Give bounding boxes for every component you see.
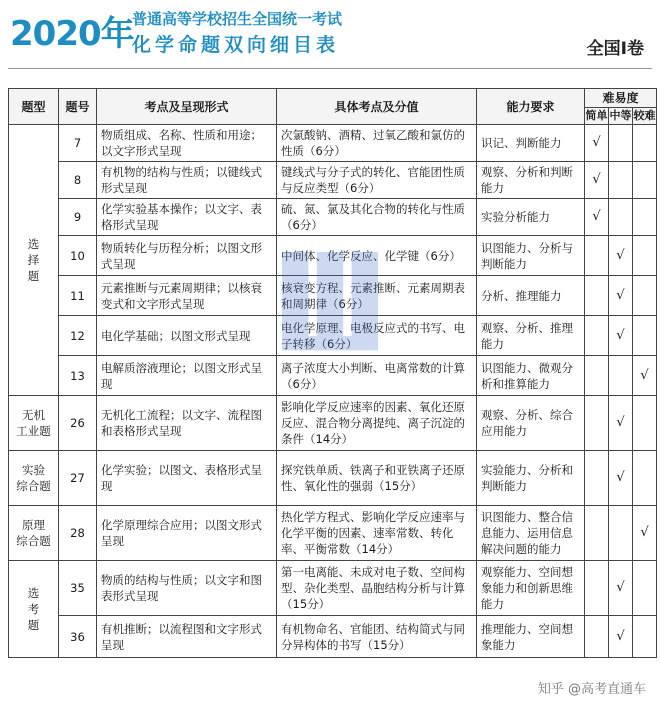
page-header bbox=[0, 0, 660, 70]
detail-cell: 电化学原理、电极反应式的书写、电子转移（6分） bbox=[277, 316, 477, 356]
question-number-cell: 9 bbox=[59, 199, 97, 236]
difficulty-easy-cell bbox=[585, 451, 609, 506]
form-cell: 物质的结构与性质；以文字和图表形式呈现 bbox=[97, 561, 277, 616]
paper-label: 全国Ⅰ卷 bbox=[586, 39, 644, 59]
detail-cell: 探究铁单质、铁离子和亚铁离子还原性、氧化性的强弱（15分） bbox=[277, 451, 477, 506]
question-type-cell: 选 择 题 bbox=[9, 125, 59, 396]
ability-cell: 推理能力、空间想象能力 bbox=[477, 616, 585, 658]
header-divider bbox=[8, 68, 652, 69]
col-medium-header: 中等 bbox=[609, 108, 633, 125]
difficulty-medium-cell: √ bbox=[609, 236, 633, 276]
difficulty-hard-cell bbox=[633, 396, 657, 451]
question-number-cell: 8 bbox=[59, 162, 97, 199]
col-num-header: 题号 bbox=[59, 89, 97, 125]
question-number-cell: 36 bbox=[59, 616, 97, 658]
form-cell: 电解质溶液理论；以图文形式呈现 bbox=[97, 356, 277, 396]
detail-cell: 核衰变方程、元素推断、元素周期表和周期律（6分） bbox=[277, 276, 477, 316]
difficulty-easy-cell: √ bbox=[585, 162, 609, 199]
difficulty-medium-cell bbox=[609, 199, 633, 236]
difficulty-hard-cell bbox=[633, 236, 657, 276]
question-number-cell: 11 bbox=[59, 276, 97, 316]
difficulty-easy-cell bbox=[585, 561, 609, 616]
form-cell: 物质转化与历程分析；以图文形式呈现 bbox=[97, 236, 277, 276]
difficulty-hard-cell bbox=[633, 316, 657, 356]
question-type-cell: 原理 综合题 bbox=[9, 506, 59, 561]
table-row bbox=[9, 396, 657, 451]
difficulty-medium-cell: √ bbox=[609, 451, 633, 506]
table-body bbox=[9, 125, 657, 658]
difficulty-medium-cell bbox=[609, 356, 633, 396]
difficulty-easy-cell bbox=[585, 396, 609, 451]
table-row bbox=[9, 125, 657, 162]
table-row bbox=[9, 316, 657, 356]
question-number-cell: 7 bbox=[59, 125, 97, 162]
difficulty-medium-cell bbox=[609, 506, 633, 561]
ability-cell: 实验能力、分析和判断能力 bbox=[477, 451, 585, 506]
difficulty-hard-cell bbox=[633, 125, 657, 162]
difficulty-medium-cell: √ bbox=[609, 316, 633, 356]
difficulty-easy-cell bbox=[585, 616, 609, 658]
difficulty-easy-cell bbox=[585, 276, 609, 316]
difficulty-hard-cell bbox=[633, 561, 657, 616]
difficulty-easy-cell bbox=[585, 356, 609, 396]
difficulty-medium-cell: √ bbox=[609, 616, 633, 658]
form-cell: 有机物的结构与性质；以键线式形式呈现 bbox=[97, 162, 277, 199]
difficulty-medium-cell: √ bbox=[609, 396, 633, 451]
col-detail-header: 具体考点及分值 bbox=[277, 89, 477, 125]
difficulty-hard-cell: √ bbox=[633, 506, 657, 561]
difficulty-medium-cell bbox=[609, 162, 633, 199]
question-type-cell: 无机 工业题 bbox=[9, 396, 59, 451]
question-type-cell: 选 考 题 bbox=[9, 561, 59, 658]
difficulty-hard-cell bbox=[633, 276, 657, 316]
question-number-cell: 26 bbox=[59, 396, 97, 451]
difficulty-medium-cell: √ bbox=[609, 561, 633, 616]
question-type-cell: 实验 综合题 bbox=[9, 451, 59, 506]
table-row bbox=[9, 616, 657, 658]
year-title: 2020年 bbox=[10, 14, 134, 54]
exam-title: 普通高等学校招生全国统一考试 bbox=[132, 10, 343, 28]
ability-cell: 识图能力、分析与判断能力 bbox=[477, 236, 585, 276]
detail-cell: 有机物命名、官能团、结构简式与同分异构体的书写（15分） bbox=[277, 616, 477, 658]
difficulty-easy-cell bbox=[585, 236, 609, 276]
difficulty-easy-cell: √ bbox=[585, 125, 609, 162]
form-cell: 无机化工流程；以文字、流程图和表格形式呈现 bbox=[97, 396, 277, 451]
ability-cell: 识记、判断能力 bbox=[477, 125, 585, 162]
detail-cell: 离子浓度大小判断、电离常数的计算（6分） bbox=[277, 356, 477, 396]
question-number-cell: 35 bbox=[59, 561, 97, 616]
form-cell: 元素推断与元素周期律；以核衰变式和文字形式呈现 bbox=[97, 276, 277, 316]
question-number-cell: 13 bbox=[59, 356, 97, 396]
difficulty-hard-cell: √ bbox=[633, 356, 657, 396]
table-title: 化学命题双向细目表 bbox=[132, 34, 340, 56]
difficulty-hard-cell bbox=[633, 616, 657, 658]
table-row bbox=[9, 506, 657, 561]
ability-cell: 识图能力、整合信息能力、运用信息解决问题的能力 bbox=[477, 506, 585, 561]
table-row bbox=[9, 356, 657, 396]
table-row bbox=[9, 199, 657, 236]
form-cell: 物质组成、名称、性质和用途；以文字形式呈现 bbox=[97, 125, 277, 162]
detail-cell: 中间体、化学反应、化学键（6分） bbox=[277, 236, 477, 276]
detail-cell: 热化学方程式、影响化学反应速率与化学平衡的因素、速率常数、转化率、平衡常数（14分） bbox=[277, 506, 477, 561]
detail-cell: 键线式与分子式的转化、官能团性质与反应类型（6分） bbox=[277, 162, 477, 199]
question-number-cell: 10 bbox=[59, 236, 97, 276]
form-cell: 化学原理综合应用；以图文形式呈现 bbox=[97, 506, 277, 561]
detail-cell: 次氯酸钠、酒精、过氧乙酸和氯仿的性质（6分） bbox=[277, 125, 477, 162]
ability-cell: 实验分析能力 bbox=[477, 199, 585, 236]
ability-cell: 分析、推理能力 bbox=[477, 276, 585, 316]
difficulty-medium-cell bbox=[609, 125, 633, 162]
col-form-header: 考点及呈现形式 bbox=[97, 89, 277, 125]
specification-table bbox=[8, 88, 657, 658]
footer-watermark: 知乎 @高考直通车 bbox=[538, 678, 646, 697]
table-row bbox=[9, 236, 657, 276]
table-row bbox=[9, 451, 657, 506]
col-type-header: 题型 bbox=[9, 89, 59, 125]
col-ability-header: 能力要求 bbox=[477, 89, 585, 125]
col-difficulty-header: 难易度 bbox=[585, 89, 657, 108]
ability-cell: 观察、分析和判断能力 bbox=[477, 162, 585, 199]
table-row bbox=[9, 561, 657, 616]
form-cell: 化学实验基本操作；以文字、表格形式呈现 bbox=[97, 199, 277, 236]
detail-cell: 硫、氮、氯及其化合物的转化与性质（6分） bbox=[277, 199, 477, 236]
form-cell: 有机推断；以流程图和文字形式呈现 bbox=[97, 616, 277, 658]
col-hard-header: 较难 bbox=[633, 108, 657, 125]
ability-cell: 观察、分析、推理能力 bbox=[477, 316, 585, 356]
ability-cell: 观察、分析、综合应用能力 bbox=[477, 396, 585, 451]
detail-cell: 影响化学反应速率的因素、氧化还原反应、混合物分离提纯、离子沉淀的条件（14分） bbox=[277, 396, 477, 451]
question-number-cell: 28 bbox=[59, 506, 97, 561]
difficulty-medium-cell: √ bbox=[609, 276, 633, 316]
question-number-cell: 27 bbox=[59, 451, 97, 506]
col-easy-header: 简单 bbox=[585, 108, 609, 125]
ability-cell: 观察能力、空间想象能力和创新思维能力 bbox=[477, 561, 585, 616]
form-cell: 化学实验；以图文、表格形式呈现 bbox=[97, 451, 277, 506]
form-cell: 电化学基础；以图文形式呈现 bbox=[97, 316, 277, 356]
ability-cell: 识图能力、微观分析和推算能力 bbox=[477, 356, 585, 396]
difficulty-easy-cell bbox=[585, 316, 609, 356]
table-row bbox=[9, 276, 657, 316]
detail-cell: 第一电离能、未成对电子数、空间构型、杂化类型、晶胞结构分析与计算（15分） bbox=[277, 561, 477, 616]
difficulty-hard-cell bbox=[633, 451, 657, 506]
question-number-cell: 12 bbox=[59, 316, 97, 356]
difficulty-easy-cell bbox=[585, 506, 609, 561]
difficulty-easy-cell: √ bbox=[585, 199, 609, 236]
table-row bbox=[9, 162, 657, 199]
difficulty-hard-cell bbox=[633, 199, 657, 236]
difficulty-hard-cell bbox=[633, 162, 657, 199]
